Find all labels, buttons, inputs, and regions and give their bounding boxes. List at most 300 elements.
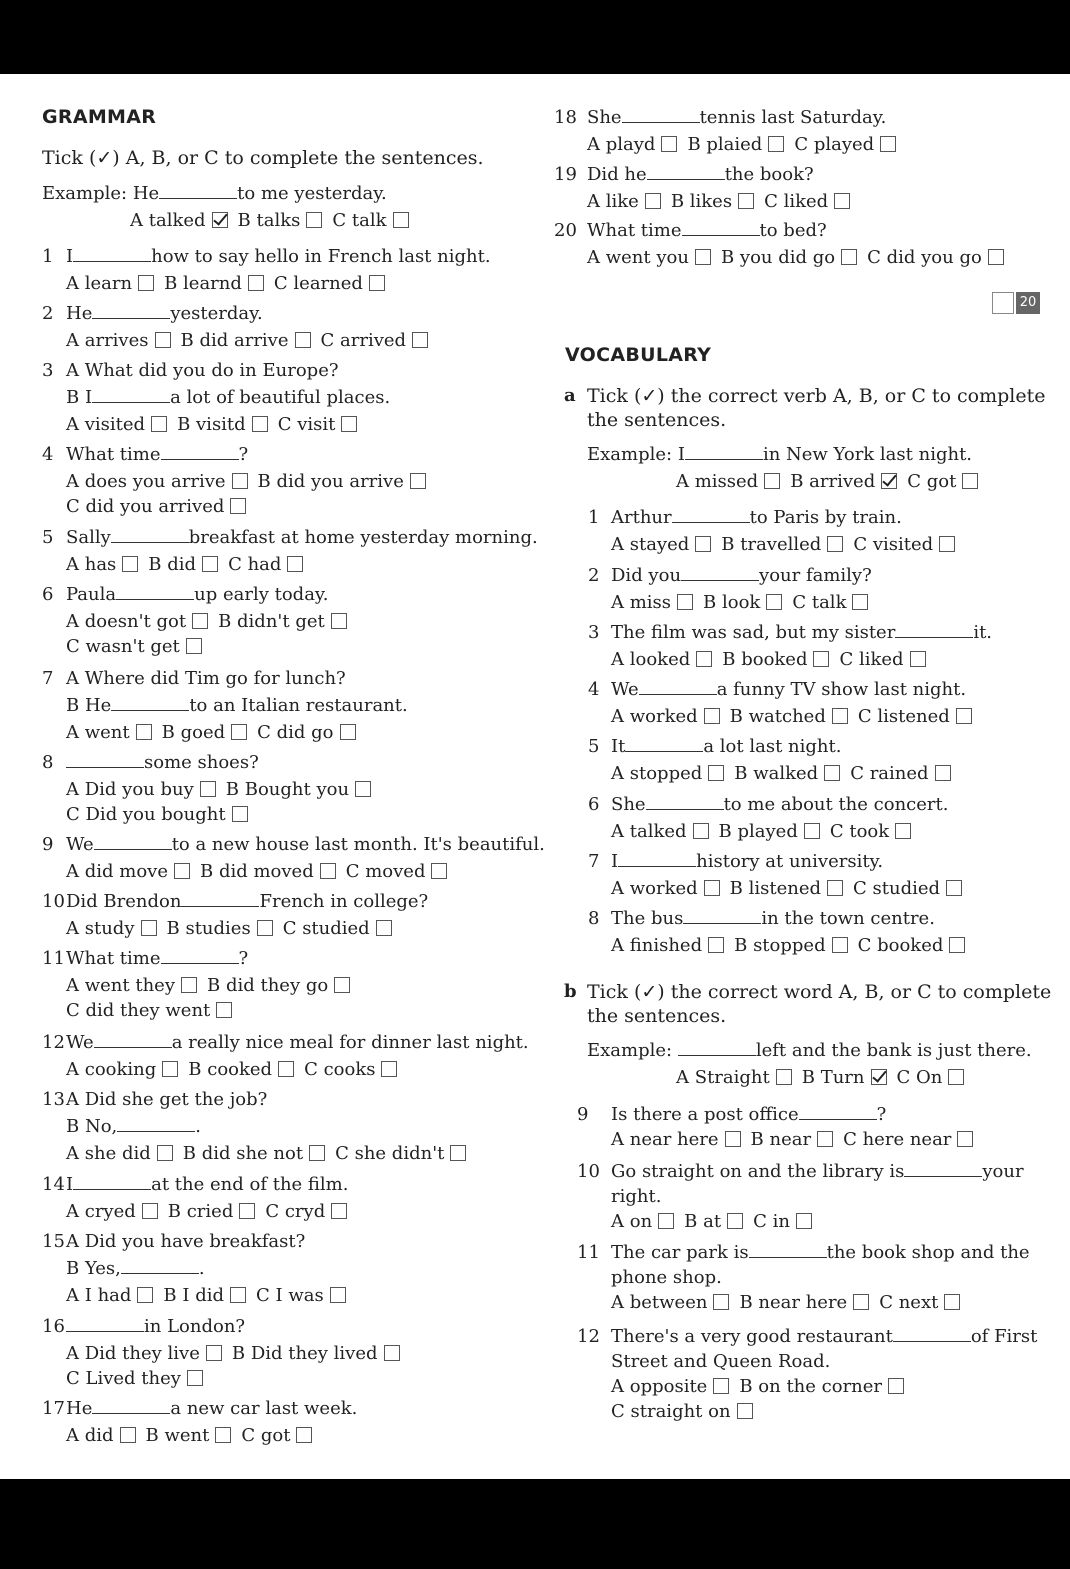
option-checkbox[interactable] (136, 724, 152, 740)
option-letter: C (853, 534, 873, 555)
question-line (66, 695, 408, 717)
option-checkbox[interactable] (827, 880, 843, 896)
option-checkbox[interactable] (200, 781, 216, 797)
line-text-after: French in college? (259, 891, 429, 912)
option-checkbox[interactable] (142, 1203, 158, 1219)
option-checkbox[interactable] (330, 1287, 346, 1303)
option-text: Did they lived (250, 1343, 378, 1364)
options-row (66, 1059, 407, 1081)
option-text: studies (185, 918, 251, 939)
option-text: in (772, 1211, 790, 1232)
score-checkbox[interactable] (992, 292, 1014, 314)
option-checkbox[interactable] (832, 937, 848, 953)
option-text: studied (302, 918, 370, 939)
option-text: learned (293, 273, 363, 294)
question-line (66, 1116, 201, 1138)
option-text: liked (783, 191, 829, 212)
options-row (676, 1067, 974, 1089)
option-checkbox[interactable] (962, 473, 978, 489)
option-text: did go (276, 722, 334, 743)
option-letter: C (265, 1201, 285, 1222)
option-checkbox[interactable] (212, 212, 228, 228)
answer-blank (159, 183, 237, 199)
line-text-before: B I (66, 387, 93, 408)
answer-blank (622, 107, 700, 123)
question-line (611, 1267, 722, 1289)
option-letter: A (66, 1201, 85, 1222)
option-checkbox[interactable] (827, 536, 843, 552)
option-checkbox[interactable] (880, 136, 896, 152)
option-letter: B (729, 706, 749, 727)
option-checkbox[interactable] (658, 1213, 674, 1229)
question-number: 9 (42, 834, 54, 855)
option-checkbox[interactable] (727, 1213, 743, 1229)
option-text: Did they live (84, 1343, 200, 1364)
option-letter: B (199, 861, 219, 882)
answer-blank (685, 444, 763, 460)
line-text-after: up early today. (194, 584, 329, 605)
question-number: 14 (42, 1174, 65, 1195)
answer-blank (681, 565, 759, 581)
question-line (66, 1231, 305, 1253)
line-text-after: in the town centre. (761, 908, 935, 929)
line-text-after: the book shop and the (826, 1242, 1030, 1263)
option-letter: A (611, 821, 630, 842)
option-text: near here (758, 1292, 848, 1313)
option-letter: A (66, 975, 85, 996)
option-text: she didn't (354, 1143, 445, 1164)
option-checkbox[interactable] (151, 416, 167, 432)
option-checkbox[interactable] (181, 977, 197, 993)
line-text-before: B He (66, 695, 112, 716)
option-text: near (769, 1129, 812, 1150)
option-checkbox[interactable] (381, 1061, 397, 1077)
option-checkbox[interactable] (693, 823, 709, 839)
question-line (66, 246, 491, 268)
option-checkbox[interactable] (946, 880, 962, 896)
option-text: playd (605, 134, 656, 155)
line-text-before: He (66, 303, 93, 324)
option-checkbox[interactable] (120, 1427, 136, 1443)
answer-blank (94, 1032, 172, 1048)
question-number: 5 (42, 527, 54, 548)
option-checkbox[interactable] (216, 1002, 232, 1018)
option-checkbox[interactable] (817, 1131, 833, 1147)
line-text-after: yesterday. (170, 303, 263, 324)
question-number: 11 (42, 948, 65, 969)
option-text: rained (869, 763, 929, 784)
option-checkbox[interactable] (824, 765, 840, 781)
question-number: 8 (588, 908, 600, 929)
option-letter: A (66, 1285, 85, 1306)
question-number: 13 (42, 1089, 65, 1110)
score-total: 20 (1016, 292, 1040, 314)
option-letter: B (721, 534, 741, 555)
option-checkbox[interactable] (206, 1345, 222, 1361)
option-letter: A (676, 471, 695, 492)
option-checkbox[interactable] (331, 613, 347, 629)
line-text-before: What time (587, 220, 682, 241)
example-label: Example: (587, 1040, 678, 1061)
option-checkbox[interactable] (155, 332, 171, 348)
option-letter: C (829, 821, 850, 842)
option-checkbox[interactable] (645, 193, 661, 209)
option-letter: B (734, 935, 754, 956)
options-row (587, 134, 906, 156)
line-text-after: some shoes? (144, 752, 259, 773)
option-text: on the corner (758, 1376, 883, 1397)
option-text: did they went (85, 1000, 211, 1021)
option-checkbox[interactable] (841, 249, 857, 265)
line-text-after: a lot of beautiful places. (170, 387, 391, 408)
option-checkbox[interactable] (910, 651, 926, 667)
option-checkbox[interactable] (239, 1203, 255, 1219)
example-before: I (677, 444, 685, 465)
option-checkbox[interactable] (252, 416, 268, 432)
option-text: talks (256, 210, 301, 231)
option-letter: C (241, 1425, 261, 1446)
option-checkbox[interactable] (708, 765, 724, 781)
options-row (66, 611, 357, 633)
question-number: 3 (588, 622, 600, 643)
option-checkbox[interactable] (331, 1203, 347, 1219)
option-checkbox[interactable] (192, 613, 208, 629)
line-text-before: The film was sad, but my sister (611, 622, 896, 643)
option-letter: A (611, 592, 630, 613)
option-letter: C (66, 496, 86, 517)
line-text-before: A What did you do in Europe? (66, 360, 339, 381)
option-text: near here (629, 1129, 719, 1150)
options-row (587, 247, 1014, 269)
option-text: wasn't get (85, 636, 180, 657)
option-checkbox[interactable] (988, 249, 1004, 265)
option-checkbox[interactable] (725, 1131, 741, 1147)
line-text-after: ? (238, 948, 249, 969)
option-text: booked (741, 649, 808, 670)
option-checkbox[interactable] (232, 806, 248, 822)
option-checkbox[interactable] (187, 1370, 203, 1386)
option-checkbox[interactable] (677, 594, 693, 610)
question-line (66, 948, 248, 970)
option-checkbox[interactable] (384, 1345, 400, 1361)
option-text: talked (148, 210, 206, 231)
option-checkbox[interactable] (257, 920, 273, 936)
option-checkbox[interactable] (834, 193, 850, 209)
option-checkbox[interactable] (334, 977, 350, 993)
option-checkbox[interactable] (410, 473, 426, 489)
question-line (66, 1258, 205, 1280)
line-text-after: it. (973, 622, 993, 643)
option-checkbox[interactable] (956, 708, 972, 724)
option-checkbox[interactable] (708, 937, 724, 953)
question-line (66, 1398, 357, 1420)
option-checkbox[interactable] (695, 249, 711, 265)
section-instruction-2: the sentences. (587, 409, 727, 431)
option-text: arrived (809, 471, 876, 492)
option-letter: B (164, 273, 184, 294)
option-checkbox[interactable] (696, 651, 712, 667)
line-text-before: He (66, 1398, 93, 1419)
option-checkbox[interactable] (278, 1061, 294, 1077)
option-checkbox[interactable] (895, 823, 911, 839)
question-number: 18 (554, 107, 577, 128)
option-checkbox[interactable] (713, 1294, 729, 1310)
line-text-after: tennis last Saturday. (699, 107, 887, 128)
option-text: arrived (340, 330, 407, 351)
option-text: does you arrive (84, 471, 226, 492)
option-checkbox[interactable] (296, 1427, 312, 1443)
option-letter: C (228, 554, 248, 575)
option-checkbox[interactable] (948, 1069, 964, 1085)
options-row (611, 821, 921, 843)
option-checkbox[interactable] (881, 473, 897, 489)
answer-blank (111, 527, 189, 543)
option-letter: A (587, 134, 606, 155)
option-checkbox[interactable] (853, 1294, 869, 1310)
option-checkbox[interactable] (944, 1294, 960, 1310)
option-text: did she not (201, 1143, 304, 1164)
option-checkbox[interactable] (295, 332, 311, 348)
option-letter: A (66, 779, 85, 800)
question-number: 4 (42, 444, 54, 465)
option-checkbox[interactable] (230, 498, 246, 514)
option-checkbox[interactable] (713, 1378, 729, 1394)
option-text: goed (180, 722, 226, 743)
line-text-before: Is there a post office (611, 1104, 799, 1125)
option-checkbox[interactable] (776, 1069, 792, 1085)
option-text: walked (753, 763, 819, 784)
option-checkbox[interactable] (939, 536, 955, 552)
question-number: 17 (42, 1398, 65, 1419)
option-checkbox[interactable] (231, 724, 247, 740)
example-label: Example: (587, 444, 678, 465)
option-letter: B (729, 878, 749, 899)
line-text-before: Paula (66, 584, 117, 605)
option-checkbox[interactable] (796, 1213, 812, 1229)
option-text: cried (186, 1201, 234, 1222)
options-row (66, 779, 381, 801)
option-text: listened (877, 706, 950, 727)
question-line (66, 668, 346, 690)
section-instruction-1: Tick (✓) the correct verb A, B, or C to complete (587, 385, 1046, 407)
option-checkbox[interactable] (137, 1287, 153, 1303)
option-text: has (84, 554, 117, 575)
answer-blank (66, 752, 144, 768)
question-line (611, 622, 992, 644)
option-text: talked (629, 821, 687, 842)
option-checkbox[interactable] (174, 863, 190, 879)
option-checkbox[interactable] (888, 1378, 904, 1394)
answer-blank (66, 1316, 144, 1332)
option-text: Turn (820, 1067, 865, 1088)
option-text: talk (351, 210, 387, 231)
option-checkbox[interactable] (450, 1145, 466, 1161)
question-number: 2 (588, 565, 600, 586)
option-checkbox[interactable] (248, 275, 264, 291)
option-checkbox[interactable] (376, 920, 392, 936)
question-line (611, 1242, 1030, 1264)
line-text-after: a new car last week. (170, 1398, 358, 1419)
option-letter: C (792, 592, 812, 613)
option-checkbox[interactable] (287, 556, 303, 572)
answer-blank (672, 507, 750, 523)
option-letter: C (839, 649, 859, 670)
option-letter: B (257, 471, 277, 492)
line-text-before: We (611, 679, 639, 700)
question-number: 9 (577, 1104, 589, 1125)
question-line (66, 891, 428, 913)
option-letter: B (145, 1425, 165, 1446)
question-line (66, 584, 328, 606)
line-text-after: to an Italian restaurant. (189, 695, 408, 716)
options-row (66, 861, 457, 883)
option-letter: A (611, 1211, 630, 1232)
line-text-before: A Did you have breakfast? (66, 1231, 306, 1252)
option-letter: B (722, 649, 742, 670)
line-text-before: It (611, 736, 626, 757)
option-checkbox[interactable] (412, 332, 428, 348)
option-text: I did (182, 1285, 225, 1306)
option-text: travelled (740, 534, 822, 555)
option-checkbox[interactable] (804, 823, 820, 839)
line-text-after: how to say hello in French last night. (151, 246, 491, 267)
option-checkbox[interactable] (230, 1287, 246, 1303)
question-number: 15 (42, 1231, 65, 1252)
question-number: 20 (554, 220, 577, 241)
option-checkbox[interactable] (431, 863, 447, 879)
option-checkbox[interactable] (138, 275, 154, 291)
option-checkbox[interactable] (157, 1145, 173, 1161)
option-checkbox[interactable] (768, 136, 784, 152)
question-number: 2 (42, 303, 54, 324)
options-row (587, 191, 860, 213)
option-checkbox[interactable] (935, 765, 951, 781)
line-text-before: B Yes, (66, 1258, 121, 1279)
option-text: cooked (207, 1059, 273, 1080)
option-checkbox[interactable] (737, 1403, 753, 1419)
option-checkbox[interactable] (813, 651, 829, 667)
question-number: 10 (42, 891, 65, 912)
option-checkbox[interactable] (232, 473, 248, 489)
option-text: listened (748, 878, 822, 899)
question-line (66, 387, 390, 409)
question-number: 19 (554, 164, 577, 185)
option-text: cooks (323, 1059, 376, 1080)
line-text-after: breakfast at home yesterday morning. (188, 527, 538, 548)
option-text: played (737, 821, 798, 842)
option-checkbox[interactable] (369, 275, 385, 291)
option-checkbox[interactable] (202, 556, 218, 572)
line-text-after: to a new house last month. It's beautiful. (171, 834, 545, 855)
option-checkbox[interactable] (141, 920, 157, 936)
option-letter: A (676, 1067, 695, 1088)
option-checkbox[interactable] (355, 781, 371, 797)
option-text: likes (689, 191, 733, 212)
option-checkbox[interactable] (215, 1427, 231, 1443)
option-checkbox[interactable] (704, 708, 720, 724)
option-checkbox[interactable] (957, 1131, 973, 1147)
option-text: did (167, 554, 197, 575)
option-text: On (916, 1067, 943, 1088)
option-letter: B (720, 247, 740, 268)
question-number: 7 (42, 668, 54, 689)
option-checkbox[interactable] (306, 212, 322, 228)
option-text: did arrive (199, 330, 289, 351)
option-letter: C (794, 134, 814, 155)
option-checkbox[interactable] (738, 193, 754, 209)
answer-blank (117, 1116, 195, 1132)
answer-blank (161, 948, 239, 964)
option-letter: A (611, 1292, 630, 1313)
line-text-before: right. (611, 1186, 662, 1207)
options-row (66, 1343, 410, 1365)
line-text-before: I (611, 851, 619, 872)
question-number: 10 (577, 1161, 600, 1182)
option-text: did you go (886, 247, 982, 268)
option-checkbox[interactable] (186, 638, 202, 654)
option-letter: C (843, 1129, 863, 1150)
option-checkbox[interactable] (320, 863, 336, 879)
option-text: visit (297, 414, 336, 435)
option-checkbox[interactable] (341, 416, 357, 432)
option-letter: C (857, 706, 878, 727)
option-text: went (84, 722, 130, 743)
option-letter: B (163, 1285, 183, 1306)
answer-blank (92, 303, 170, 319)
option-letter: A (130, 210, 149, 231)
question-line (611, 1104, 886, 1126)
option-letter: B (801, 1067, 821, 1088)
option-checkbox[interactable] (162, 1061, 178, 1077)
question-line (611, 1326, 1037, 1348)
option-text: straight on (630, 1401, 731, 1422)
question-line (66, 303, 263, 325)
option-checkbox[interactable] (122, 556, 138, 572)
option-checkbox[interactable] (340, 724, 356, 740)
option-text: did moved (218, 861, 314, 882)
option-checkbox[interactable] (393, 212, 409, 228)
question-number: 6 (42, 584, 54, 605)
options-row (66, 273, 395, 295)
line-text-before: We (66, 834, 94, 855)
option-letter: A (66, 273, 85, 294)
option-checkbox[interactable] (695, 536, 711, 552)
option-letter: A (66, 330, 85, 351)
grammar-instruction: Tick (✓) A, B, or C to complete the sentences. (42, 147, 484, 169)
option-checkbox[interactable] (704, 880, 720, 896)
option-text: visited (84, 414, 146, 435)
option-checkbox[interactable] (852, 594, 868, 610)
option-checkbox[interactable] (764, 473, 780, 489)
line-text-before: Street and Queen Road. (611, 1351, 831, 1372)
section-instruction-2: the sentences. (587, 1005, 727, 1027)
option-text: doesn't got (84, 611, 187, 632)
option-checkbox[interactable] (661, 136, 677, 152)
option-text: on (629, 1211, 653, 1232)
option-checkbox[interactable] (949, 937, 965, 953)
option-checkbox[interactable] (309, 1145, 325, 1161)
option-checkbox[interactable] (832, 708, 848, 724)
option-text: worked (629, 706, 698, 727)
option-checkbox[interactable] (871, 1069, 887, 1085)
answer-blank (683, 908, 761, 924)
answer-blank (94, 834, 172, 850)
option-checkbox[interactable] (766, 594, 782, 610)
question-line (66, 1316, 245, 1338)
options-row (611, 592, 878, 614)
option-text: played (813, 134, 875, 155)
option-letter: B (687, 134, 707, 155)
